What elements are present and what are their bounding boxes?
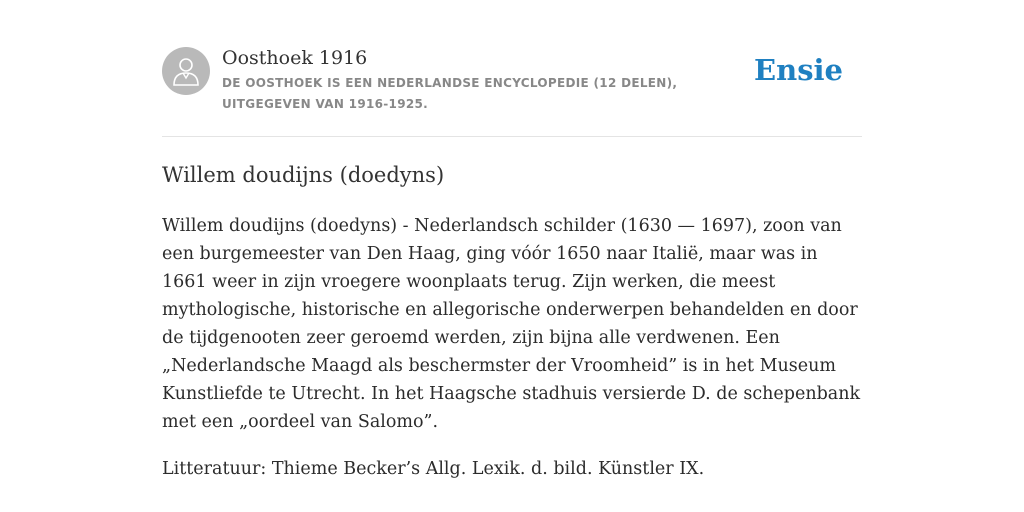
source-description: DE OOSTHOEK IS EEN NEDERLANDSE ENCYCLOPEDIE (12 DELEN), UITGEGEVEN VAN 1916-1925. [222,76,678,111]
person-icon [172,56,200,86]
source-avatar[interactable] [162,47,210,95]
article-title: Willem doudijns (doedyns) [162,163,445,187]
brand-logo[interactable]: Ensie [754,53,843,87]
article-paragraph: Willem doudijns (doedyns) - Nederlandsch schilder (1630 — 1697), zoon van een burgemeester van Den Haag, ging vóór 1650 naar Italië, maar was in 1661 weer in zijn vroegere woonplaats terug. Zijn werken, die meest mythologische, historische en allegorische onderwerpen behandelden en door de tijdgenooten zeer geroemd werden, zijn bijna alle verdwenen. Een „Nederlandsche Maagd als beschermster der Vroomheid” is in het Museum Kunstliefde te Utrecht. In het Haagsche stadhuis versierde D. de schepenbank met een „oordeel van Salomo”. [162,216,861,432]
source-title[interactable]: Oosthoek 1916 [222,47,368,69]
article-literature: Litteratuur: Thieme Becker’s Allg. Lexik. d. bild. Künstler IX. [162,459,705,479]
source-header [162,46,862,137]
article-body [162,212,862,502]
